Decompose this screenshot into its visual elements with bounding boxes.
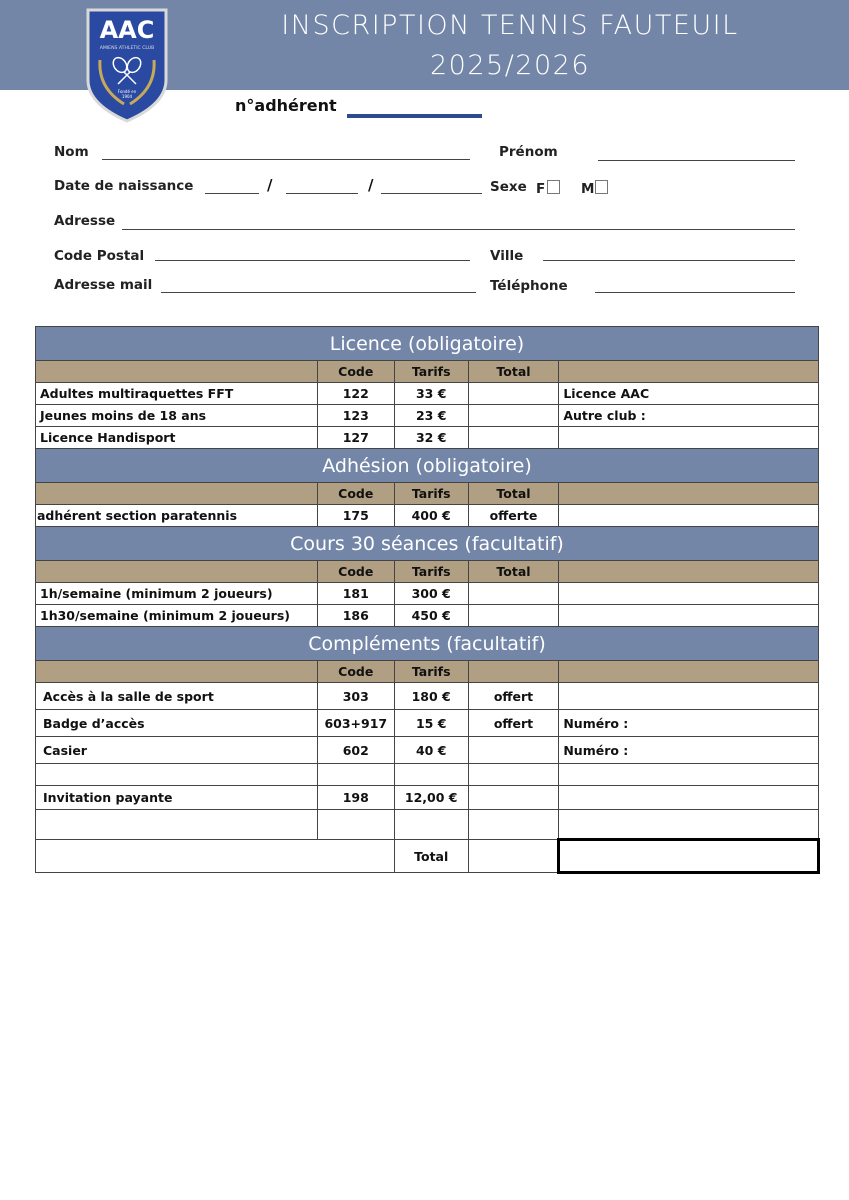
header-cell-label [36, 661, 318, 683]
row-total-field[interactable] [468, 605, 559, 627]
row-code: 127 [317, 427, 394, 449]
row-code: 602 [317, 737, 394, 764]
row-label: Accès à la salle de sport [36, 683, 318, 710]
svg-text:AAC: AAC [99, 16, 155, 44]
row-note-field[interactable]: Autre club : [559, 405, 819, 427]
title-line-1: INSCRIPTION TENNIS FAUTEUIL [281, 10, 739, 41]
row-label: Adultes multiraquettes FFT [36, 383, 318, 405]
row-total-field[interactable] [468, 737, 559, 764]
adresse-mail-label: Adresse mail [54, 277, 153, 293]
row-code: 198 [317, 786, 394, 810]
table-row [36, 683, 819, 710]
section-title: Adhésion (obligatoire) [36, 449, 819, 483]
section-header-adhesion [36, 449, 819, 483]
row-tarif: 180 € [394, 683, 468, 710]
section-title: Licence (obligatoire) [36, 327, 819, 361]
sexe-f-label: F [536, 181, 546, 197]
row-total-field[interactable] [468, 764, 559, 786]
row-total-field[interactable] [468, 405, 559, 427]
row-label: Jeunes moins de 18 ans [36, 405, 318, 427]
row-note-field[interactable] [559, 583, 819, 605]
row-note-field[interactable] [559, 810, 819, 840]
row-label: Invitation payante [36, 786, 318, 810]
grand-total-field[interactable] [559, 840, 819, 873]
row-tarif: 40 € [394, 737, 468, 764]
column-header-row [36, 361, 819, 383]
row-label: Casier [36, 737, 318, 764]
grand-total-label: Total [394, 840, 468, 873]
date-naissance-label: Date de naissance [54, 178, 194, 194]
header-cell-tarifs: Tarifs [394, 361, 468, 383]
header-cell-total: Total [468, 361, 559, 383]
member-number-field[interactable] [347, 114, 482, 118]
table-row [36, 427, 819, 449]
header-cell-label [36, 561, 318, 583]
row-note-field[interactable]: Licence AAC [559, 383, 819, 405]
row-code: 603+917 [317, 710, 394, 737]
page-title [240, 6, 780, 86]
code-postal-label: Code Postal [54, 248, 145, 264]
svg-text:AMIENS ATHLETIC CLUB: AMIENS ATHLETIC CLUB [99, 46, 155, 51]
prenom-label: Prénom [499, 144, 558, 160]
sexe-f-checkbox[interactable] [547, 180, 560, 194]
row-label: Licence Handisport [36, 427, 318, 449]
row-tarif: 15 € [394, 710, 468, 737]
header-cell-label [36, 483, 318, 505]
table-row [36, 605, 819, 627]
table-row [36, 737, 819, 764]
header-cell-note [559, 483, 819, 505]
row-note-field[interactable]: Numéro : [559, 737, 819, 764]
svg-text:1904: 1904 [121, 94, 133, 99]
row-total-field[interactable] [468, 810, 559, 840]
row-total: offerte [468, 505, 559, 527]
ville-field[interactable] [543, 260, 795, 261]
table-row [36, 786, 819, 810]
row-note-field[interactable] [559, 605, 819, 627]
telephone-field[interactable] [595, 292, 795, 293]
birth-day-field[interactable] [205, 193, 259, 194]
table-row [36, 383, 819, 405]
row-tarif: 32 € [394, 427, 468, 449]
row-note-field[interactable] [559, 786, 819, 810]
grand-total-subtotal-field[interactable] [468, 840, 559, 873]
header-cell-code: Code [317, 483, 394, 505]
date-separator: / [267, 176, 273, 194]
row-tarif: 23 € [394, 405, 468, 427]
adresse-mail-field[interactable] [161, 292, 476, 293]
header-cell-code: Code [317, 361, 394, 383]
header-cell-note [559, 561, 819, 583]
row-note-field[interactable] [559, 505, 819, 527]
column-header-row [36, 561, 819, 583]
header-cell-note [559, 661, 819, 683]
row-total-field[interactable] [468, 583, 559, 605]
row-tarif-field[interactable] [394, 764, 468, 786]
table-row [36, 405, 819, 427]
row-code: 122 [317, 383, 394, 405]
header-cell-tarifs: Tarifs [394, 561, 468, 583]
row-code: 186 [317, 605, 394, 627]
header-cell-note [559, 361, 819, 383]
section-header-complements [36, 627, 819, 661]
row-code: 123 [317, 405, 394, 427]
header-cell-code: Code [317, 661, 394, 683]
row-code-field[interactable] [317, 810, 394, 840]
row-tarif: 300 € [394, 583, 468, 605]
row-code: 175 [317, 505, 394, 527]
table-row [36, 583, 819, 605]
row-note-field[interactable] [559, 427, 819, 449]
grand-total-row [36, 840, 819, 873]
title-line-2: 2025/2026 [429, 50, 591, 81]
row-total-field[interactable] [468, 786, 559, 810]
header-cell-tarifs: Tarifs [394, 483, 468, 505]
ville-label: Ville [490, 248, 524, 264]
adresse-label: Adresse [54, 213, 116, 229]
header-cell-code: Code [317, 561, 394, 583]
row-label: adhérent section paratennis [36, 505, 318, 527]
section-title: Cours 30 séances (facultatif) [36, 527, 819, 561]
header-cell-tarifs: Tarifs [394, 661, 468, 683]
row-tarif: 450 € [394, 605, 468, 627]
row-note-field[interactable] [559, 764, 819, 786]
table-row-empty [36, 810, 819, 840]
row-label: Badge d’accès [36, 710, 318, 737]
sexe-m-checkbox[interactable] [595, 180, 608, 194]
prenom-field[interactable] [598, 160, 795, 161]
section-header-licence [36, 327, 819, 361]
tarifs-table [35, 326, 820, 874]
header-cell-total [468, 661, 559, 683]
row-code: 181 [317, 583, 394, 605]
row-tarif: 33 € [394, 383, 468, 405]
nom-label: Nom [54, 144, 89, 160]
member-number-label: n°adhérent [235, 96, 337, 115]
adresse-field[interactable] [122, 229, 795, 230]
table-row [36, 710, 819, 737]
row-total-field[interactable] [468, 383, 559, 405]
grand-total-spacer [36, 840, 395, 873]
row-total: offert [468, 683, 559, 710]
column-header-row [36, 483, 819, 505]
row-label-field[interactable] [36, 764, 318, 786]
row-note-field[interactable] [559, 683, 819, 710]
date-separator: / [368, 176, 374, 194]
sexe-label: Sexe [490, 179, 527, 195]
nom-field[interactable] [102, 159, 470, 160]
table-row [36, 505, 819, 527]
row-label: 1h30/semaine (minimum 2 joueurs) [36, 605, 318, 627]
code-postal-field[interactable] [155, 260, 470, 261]
section-header-cours [36, 527, 819, 561]
header-cell-total: Total [468, 483, 559, 505]
club-logo-shield-icon [86, 8, 168, 123]
header-cell-label [36, 361, 318, 383]
row-code-field[interactable] [317, 764, 394, 786]
row-code: 303 [317, 683, 394, 710]
telephone-label: Téléphone [490, 278, 568, 294]
birth-year-field[interactable] [381, 193, 482, 194]
table-row-empty [36, 764, 819, 786]
row-tarif: 400 € [394, 505, 468, 527]
row-total-field[interactable] [468, 427, 559, 449]
svg-text:Fondé en: Fondé en [117, 89, 137, 94]
row-tarif: 12,00 € [394, 786, 468, 810]
row-total: offert [468, 710, 559, 737]
row-label: 1h/semaine (minimum 2 joueurs) [36, 583, 318, 605]
row-note-field[interactable]: Numéro : [559, 710, 819, 737]
column-header-row [36, 661, 819, 683]
header-cell-total: Total [468, 561, 559, 583]
section-title: Compléments (facultatif) [36, 627, 819, 661]
row-tarif-field[interactable] [394, 810, 468, 840]
sexe-m-label: M [581, 181, 595, 197]
row-label-field[interactable] [36, 810, 318, 840]
birth-month-field[interactable] [286, 193, 358, 194]
